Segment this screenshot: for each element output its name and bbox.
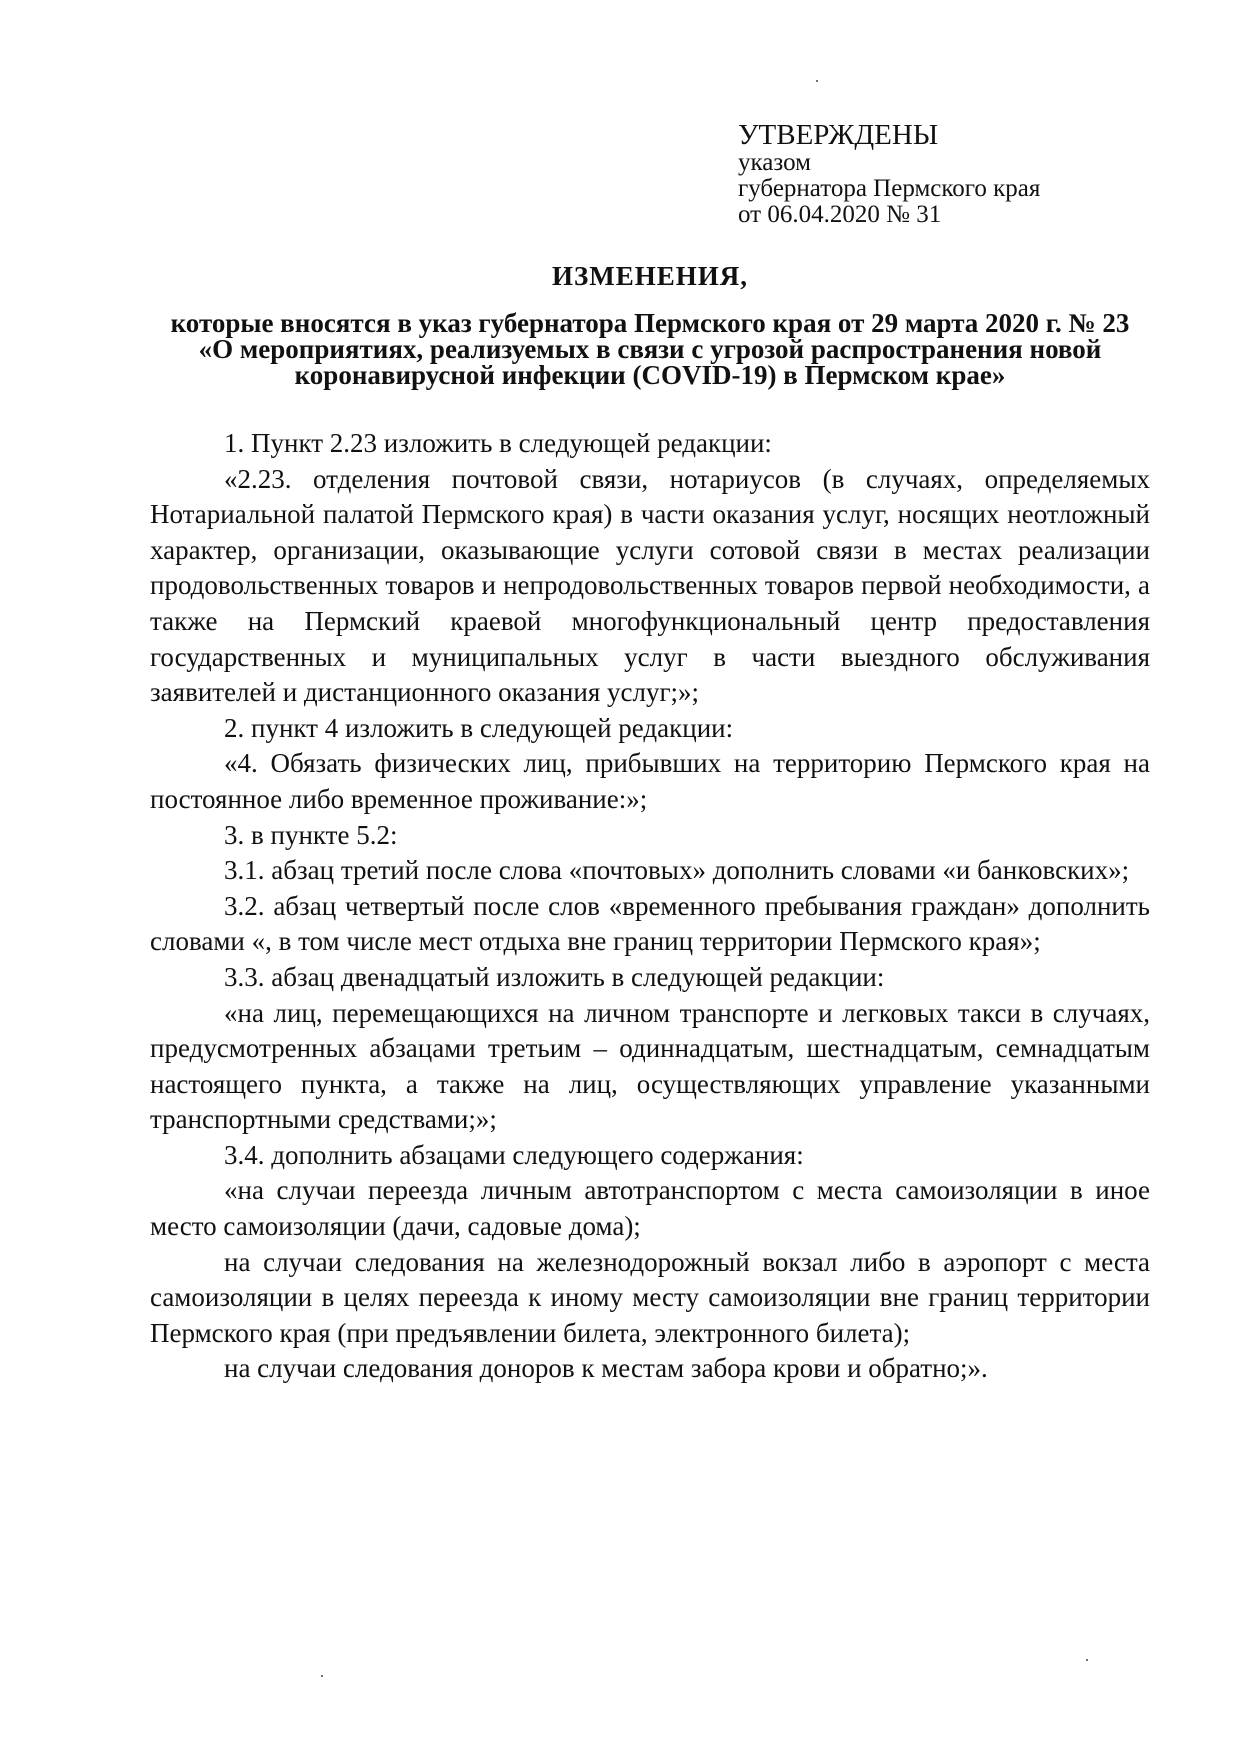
document-body: [150, 426, 1150, 1387]
paragraph: «на лиц, перемещающихся на личном транспорте и легковых такси в случаях, предусмотренных абзацами третьим – одиннадцатым, шестнадцатым, семнадцатым настоящего пункта, а также на лиц, осуществляющих управление указанными транспортными средствами;»;: [150, 997, 1150, 1135]
paragraph: 3.4. дополнить абзацами следующего содержания:: [224, 1139, 804, 1170]
approval-heading: УТВЕРЖДЕНЫ: [738, 119, 939, 151]
paragraph: 2. пункт 4 изложить в следующей редакции:: [224, 712, 734, 743]
approval-line: от 06.04.2020 № 31: [738, 201, 942, 228]
approval-stamp: [738, 118, 1040, 228]
paragraph: 3.1. абзац третий после слова «почтовых» дополнить словами «и банковских»;: [224, 855, 1130, 886]
approval-line: губернатора Пермского края: [738, 175, 1041, 202]
title-main: ИЗМЕНЕНИЯ,: [551, 261, 748, 291]
paragraph: «4. Обязать физических лиц, прибывших на территорию Пермского края на постоянное либо временное проживание:»;: [150, 748, 1150, 814]
paragraph: 3.3. абзац двенадцатый изложить в следующей редакции:: [224, 961, 885, 992]
paragraph: «на случаи переезда личным автотранспортом с места самоизоляции в иное место самоизоляции (дачи, садовые дома);: [150, 1175, 1150, 1242]
document-title: [150, 258, 1150, 388]
paragraph: 3.2. абзац четвертый после слов «временного пребывания граждан» дополнить словами «, в том числе мест отдыха вне границ территории Пермского края»;: [150, 890, 1150, 957]
paragraph: «2.23. отделения почтовой связи, нотариусов (в случаях, определяемых Нотариальной палатой Пермского края) в части оказания услуг, носящих неотложный характер, организации, оказывающие услуги сотовой связи в местах реализации продовольственных товаров и непродовольственных товаров первой необходимости, а также на Пермский краевой многофункциональный центр предоставления государственных и муниципальных услуг в части выездного обслуживания заявителей и дистанционного оказания услуг;»;: [150, 463, 1150, 708]
paragraph: на случаи следования на железнодорожный вокзал либо в аэропорт с места самоизоляции в целях переезда к иному месту самоизоляции вне границ территории Пермского края (при предъявлении билета, электронного билета);: [150, 1246, 1150, 1348]
paragraph: 3. в пункте 5.2:: [224, 819, 398, 850]
scan-speck: [1086, 1659, 1088, 1661]
paragraph: 1. Пункт 2.23 изложить в следующей редакции:: [224, 428, 772, 458]
scan-speck: [816, 80, 818, 82]
approval-line: указом: [738, 149, 811, 176]
paragraph: на случаи следования доноров к местам забора крови и обратно;».: [224, 1353, 988, 1384]
title-subtitle: которые вносятся в указ губернатора Пермского края от 29 марта 2020 г. № 23 «О мероприятиях, реализуемых в связи с угрозой распространения новой коронавирусной инфекции (COVID-19) в Пермском крае»: [170, 308, 1130, 390]
scan-speck: [321, 1675, 323, 1677]
